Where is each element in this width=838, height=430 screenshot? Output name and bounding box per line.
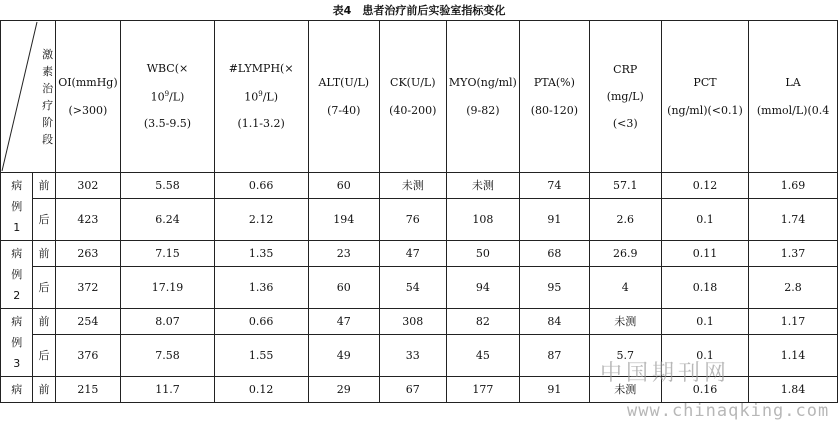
column-header-line: (9-82) [466,103,500,117]
stage-label-char: 激 [42,47,54,61]
value-cell: 94 [446,267,520,309]
value-cell: 57.1 [589,173,661,199]
column-header-line: (7-40) [327,103,361,117]
watermark-logo-text: 中国期刊网 [600,361,731,386]
value-cell: 423 [55,199,121,241]
value-cell: 0.66 [214,309,308,335]
table-row [1,199,838,241]
value-cell: 4 [589,267,661,309]
value-cell: 76 [380,199,447,241]
table-row [1,173,838,199]
column-header [589,21,661,173]
value-cell: 1.35 [214,241,308,267]
value-cell: 2.12 [214,199,308,241]
column-header-line: WBC(× [146,62,189,76]
column-header-line: (mmol/L)(0.4 [756,103,830,117]
column-header-line: MYO(ng/ml) [448,76,517,90]
diagonal-divider [1,21,55,172]
value-cell: 194 [308,199,379,241]
value-cell: 45 [446,335,520,377]
value-cell: 1.17 [749,309,838,335]
table-row [1,267,838,309]
column-header [446,21,520,173]
unit-suffix: /L) [262,90,279,104]
value-cell: 376 [55,335,121,377]
corner-header [1,21,56,173]
value-cell: 87 [520,335,589,377]
value-cell: 49 [308,335,379,377]
column-header-line: (<3) [612,117,638,131]
case-label-char: 病 [11,179,23,192]
value-cell: 未测 [589,377,661,403]
column-header-line: (40-200) [389,103,437,117]
value-cell: 6.24 [121,199,215,241]
case-label-char: 1 [13,221,21,234]
column-header [214,21,308,173]
value-cell: 47 [308,309,379,335]
unit-base: 10 [244,90,259,104]
column-header-line: (80-120) [530,103,579,117]
value-cell: 0.1 [661,309,748,335]
column-header-unit [244,90,278,104]
unit-exponent: 9 [258,89,263,98]
case-label-char: 例 [11,336,23,349]
column-header-unit [151,90,185,104]
phase-cell: 后 [33,267,55,309]
value-cell: 29 [308,377,379,403]
stage-label-char: 治 [42,81,54,95]
value-cell: 1.14 [749,335,838,377]
value-cell: 308 [380,309,447,335]
value-cell: 372 [55,267,121,309]
value-cell: 26.9 [589,241,661,267]
value-cell: 5.58 [121,173,215,199]
value-cell: 0.18 [661,267,748,309]
value-cell: 84 [520,309,589,335]
phase-cell: 前 [33,377,55,403]
value-cell: 未测 [589,309,661,335]
column-header-line: PTA(%) [533,76,575,90]
value-cell: 2.6 [589,199,661,241]
column-header [661,21,748,173]
value-cell: 8.07 [121,309,215,335]
stage-label-char: 阶 [42,115,54,129]
value-cell: 68 [520,241,589,267]
column-header [520,21,589,173]
value-cell: 215 [55,377,121,403]
column-header-line: OI(mmHg) [58,76,118,90]
case-label-char: 3 [13,357,21,370]
value-cell: 60 [308,173,379,199]
value-cell: 1.74 [749,199,838,241]
column-header [121,21,215,173]
column-header-line: PCT [693,76,717,90]
stage-label-char: 段 [42,132,54,146]
value-cell: 67 [380,377,447,403]
column-header [308,21,379,173]
unit-exponent: 9 [164,89,170,98]
column-header-line: ALT(U/L) [318,76,370,90]
unit-base: 10 [150,90,165,104]
stage-label-char: 疗 [42,98,54,112]
column-header-line: (3.5-9.5) [143,117,192,131]
value-cell: 74 [520,173,589,199]
table-row [1,309,838,335]
value-cell: 0.66 [214,173,308,199]
value-cell: 0.12 [214,377,308,403]
value-cell: 54 [380,267,447,309]
column-header-line: CK(U/L) [390,76,436,90]
case-label-char: 病 [11,383,23,396]
column-header-line: CRP [613,62,638,76]
column-header-line: (>300) [68,103,108,117]
value-cell: 1.36 [214,267,308,309]
case-label [1,309,33,377]
value-cell: 未测 [380,173,447,199]
case-label [1,241,33,309]
table-row [1,241,838,267]
value-cell: 95 [520,267,589,309]
value-cell: 未测 [446,173,520,199]
value-cell: 47 [380,241,447,267]
table-title: 表4 患者治疗前后实验室指标变化 [332,4,506,17]
value-cell: 0.11 [661,241,748,267]
case-label-char: 例 [11,268,23,281]
watermark-url: www.chinaqking.com [627,401,830,421]
value-cell: 17.19 [121,267,215,309]
phase-cell: 后 [33,199,55,241]
lab-indicators-table [0,20,838,403]
column-header-line: (ng/ml)(<0.1) [667,103,743,117]
value-cell: 5.7 [589,335,661,377]
column-header [749,21,838,173]
phase-cell: 前 [33,241,55,267]
case-label-char: 病 [11,315,23,328]
column-header-line: LA [785,76,801,90]
header-row [1,21,838,173]
value-cell: 50 [446,241,520,267]
value-cell: 7.15 [121,241,215,267]
phase-cell: 后 [33,335,55,377]
case-label [1,173,33,241]
value-cell: 263 [55,241,121,267]
value-cell: 0.1 [661,335,748,377]
case-label-char: 2 [13,289,21,302]
value-cell: 0.1 [661,199,748,241]
column-header-line: #LYMPH(× [228,62,294,76]
value-cell: 1.55 [214,335,308,377]
column-header [380,21,447,173]
phase-cell: 前 [33,173,55,199]
value-cell: 1.84 [749,377,838,403]
value-cell: 23 [308,241,379,267]
value-cell: 11.7 [121,377,215,403]
phase-cell: 前 [33,309,55,335]
value-cell: 254 [55,309,121,335]
case-label-char: 例 [11,200,23,213]
value-cell: 0.12 [661,173,748,199]
unit-suffix: /L) [169,90,185,104]
column-header-line: (1.1-3.2) [237,117,285,131]
case-label-char: 病 [11,247,23,260]
value-cell: 91 [520,199,589,241]
column-header-line: (mg/L) [606,89,644,103]
stage-label-char: 素 [42,64,54,78]
value-cell: 108 [446,199,520,241]
value-cell: 177 [446,377,520,403]
value-cell: 2.8 [749,267,838,309]
value-cell: 33 [380,335,447,377]
column-header [55,21,121,173]
value-cell: 1.37 [749,241,838,267]
value-cell: 60 [308,267,379,309]
value-cell: 91 [520,377,589,403]
case-label [1,377,33,403]
value-cell: 0.16 [661,377,748,403]
value-cell: 302 [55,173,121,199]
value-cell: 7.58 [121,335,215,377]
value-cell: 1.69 [749,173,838,199]
value-cell: 82 [446,309,520,335]
